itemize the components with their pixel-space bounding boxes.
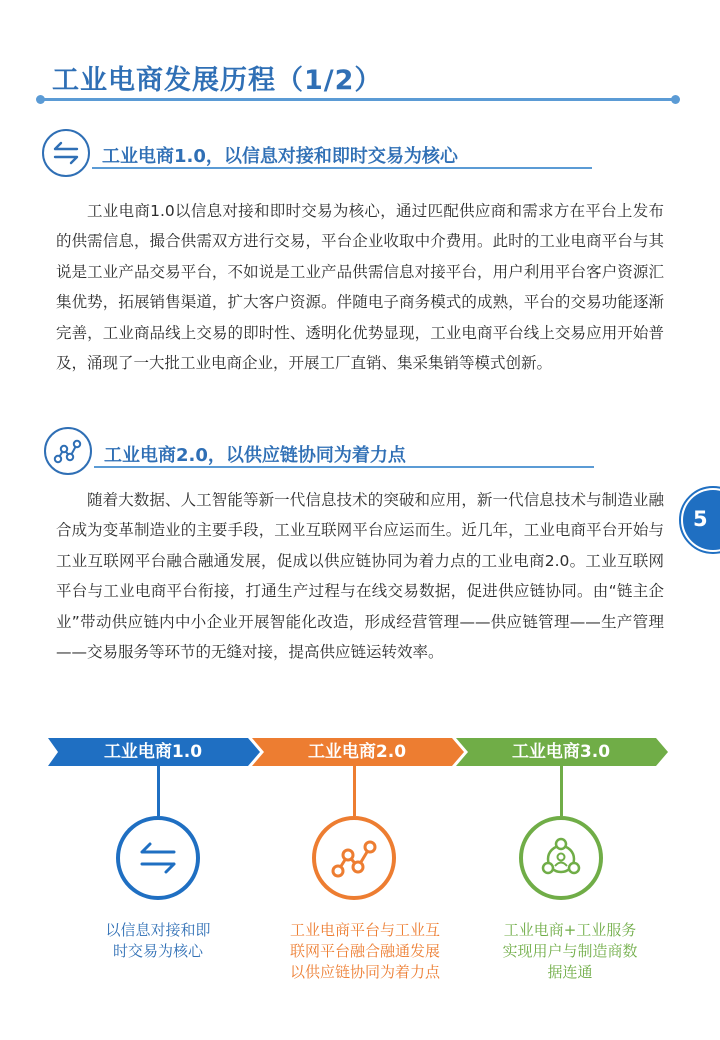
caption-line: 以信息对接和即 <box>105 921 211 939</box>
page-title: 工业电商发展历程（1/2） <box>52 65 383 96</box>
caption-line: 时交易为核心 <box>112 942 203 960</box>
section2-body: 随着大数据、人工智能等新一代信息技术的突破和应用，新一代信息技术与制造业融合成为变革制造业的主要手段，工业互联网平台应运而生。近几年，工业电商平台开始与工业互联网平台融合融通发展，促成以供应链协同为着力点的工业电商2.0。工业互联网平台与工业电商平台衔接，打通生产过程与在线交易数据，促进供应链协同。由“链主企业”带动供应链内中小企业开展智能化改造，形成经营管理——供应链管理——生产管理——交易服务等环节的无缝对接，提高供应链运转效率。 <box>56 491 664 662</box>
section1-rule <box>92 167 592 169</box>
timeline-stem-2 <box>353 766 356 816</box>
section1-title: 工业电商1.0，以信息对接和即时交易为核心 <box>102 146 458 167</box>
section2-rule <box>94 466 594 468</box>
network-nodes-icon <box>44 427 92 475</box>
caption-line: 据连通 <box>547 963 593 981</box>
timeline-stem-1 <box>157 766 160 816</box>
timeline-stem-3 <box>560 766 563 816</box>
timeline-label-1: 工业电商1.0 <box>103 742 203 762</box>
title-rule <box>40 98 676 101</box>
caption-line: 工业电商+工业服务 <box>503 921 637 939</box>
timeline-caption-2 <box>270 920 460 983</box>
exchange-arrows-icon <box>116 816 200 900</box>
caption-line: 以供应链协同为着力点 <box>289 963 440 981</box>
caption-line: 联网平台融合融通发展 <box>289 942 440 960</box>
network-nodes-icon <box>312 816 396 900</box>
timeline-caption-1 <box>78 920 238 962</box>
exchange-arrows-icon <box>42 129 90 177</box>
page-number: 5 <box>693 507 708 531</box>
section2-title: 工业电商2.0，以供应链协同为着力点 <box>104 445 406 466</box>
timeline-label-2: 工业电商2.0 <box>307 742 407 762</box>
user-ecosystem-icon <box>519 816 603 900</box>
timeline-label-3: 工业电商3.0 <box>511 742 611 762</box>
caption-line: 实现用户与制造商数 <box>502 942 638 960</box>
caption-line: 工业电商平台与工业互 <box>289 921 440 939</box>
section1-body: 工业电商1.0以信息对接和即时交易为核心，通过匹配供应商和需求方在平台上发布的供需信息，撮合供需双方进行交易，平台企业收取中介费用。此时的工业电商平台与其说是工业产品交易平台，不如说是工业产品供需信息对接平台，用户利用平台客户资源汇集优势，拓展销售渠道，扩大客户资源。伴随电子商务模式的成熟，平台的交易功能逐渐完善，工业商品线上交易的即时性、透明化优势显现，工业电商平台线上交易应用开始普及，涌现了一大批工业电商企业，开展工厂直销、集采集销等模式创新。 <box>56 202 664 373</box>
timeline-caption-3 <box>480 920 660 983</box>
title-rule-right-dot <box>671 95 680 104</box>
